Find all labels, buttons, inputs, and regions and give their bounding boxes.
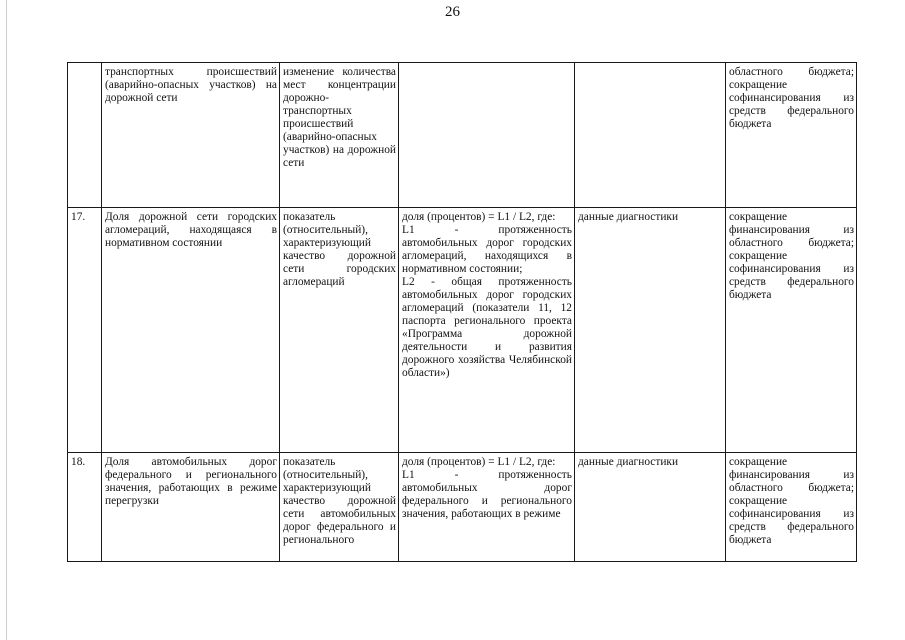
consequence-cell: сокращение финансирования из областного бюджета; сокращение софинансирования из средств федерального бюджета — [726, 208, 857, 453]
row-number-cell — [68, 63, 102, 208]
indicators-table — [67, 62, 857, 562]
row-number-cell: 17. — [68, 208, 102, 453]
table-row — [68, 453, 857, 562]
calculation-method-cell: доля (процентов) = L1 / L2, где: L1 - протяженность автомобильных дорог федерального и регионального значения, работающих в режиме — [399, 453, 575, 562]
indicator-name-cell: транспортных происшествий (аварийно-опасных участков) на дорожной сети — [102, 63, 280, 208]
indicator-description-cell: показатель (относительный), характеризующий качество дорожной сети автомобильных дорог федерального и регионального — [280, 453, 399, 562]
indicator-name-cell: Доля автомобильных дорог федерального и регионального значения, работающих в режиме перегрузки — [102, 453, 280, 562]
table-row — [68, 208, 857, 453]
consequence-cell: областного бюджета; сокращение софинансирования из средств федерального бюджета — [726, 63, 857, 208]
data-source-cell: данные диагностики — [575, 453, 726, 562]
table-row — [68, 63, 857, 208]
consequence-cell: сокращение финансирования из областного бюджета; сокращение софинансирования из средств федерального бюджета — [726, 453, 857, 562]
indicator-name-cell: Доля дорожной сети городских агломераций, находящаяся в нормативном состоянии — [102, 208, 280, 453]
scan-edge-line — [6, 0, 7, 640]
calculation-method-cell — [399, 63, 575, 208]
indicator-description-cell: изменение количества мест концентрации дорожно-транспортных происшествий (аварийно-опасных участков) на дорожной сети — [280, 63, 399, 208]
data-source-cell: данные диагностики — [575, 208, 726, 453]
row-number-cell: 18. — [68, 453, 102, 562]
page-number: 26 — [445, 4, 460, 20]
data-source-cell — [575, 63, 726, 208]
indicator-description-cell: показатель (относительный), характеризующий качество дорожной сети городских агломераций — [280, 208, 399, 453]
calculation-method-cell: доля (процентов) = L1 / L2, где: L1 - протяженность автомобильных дорог городских агломераций, находящихся в нормативном состоянии; L2 - общая протяженность автомобильных дорог городских агломераций (показатели 11, 12 паспорта регионального проекта «Программа дорожной деятельности и развития дорожного хозяйства Челябинской области») — [399, 208, 575, 453]
